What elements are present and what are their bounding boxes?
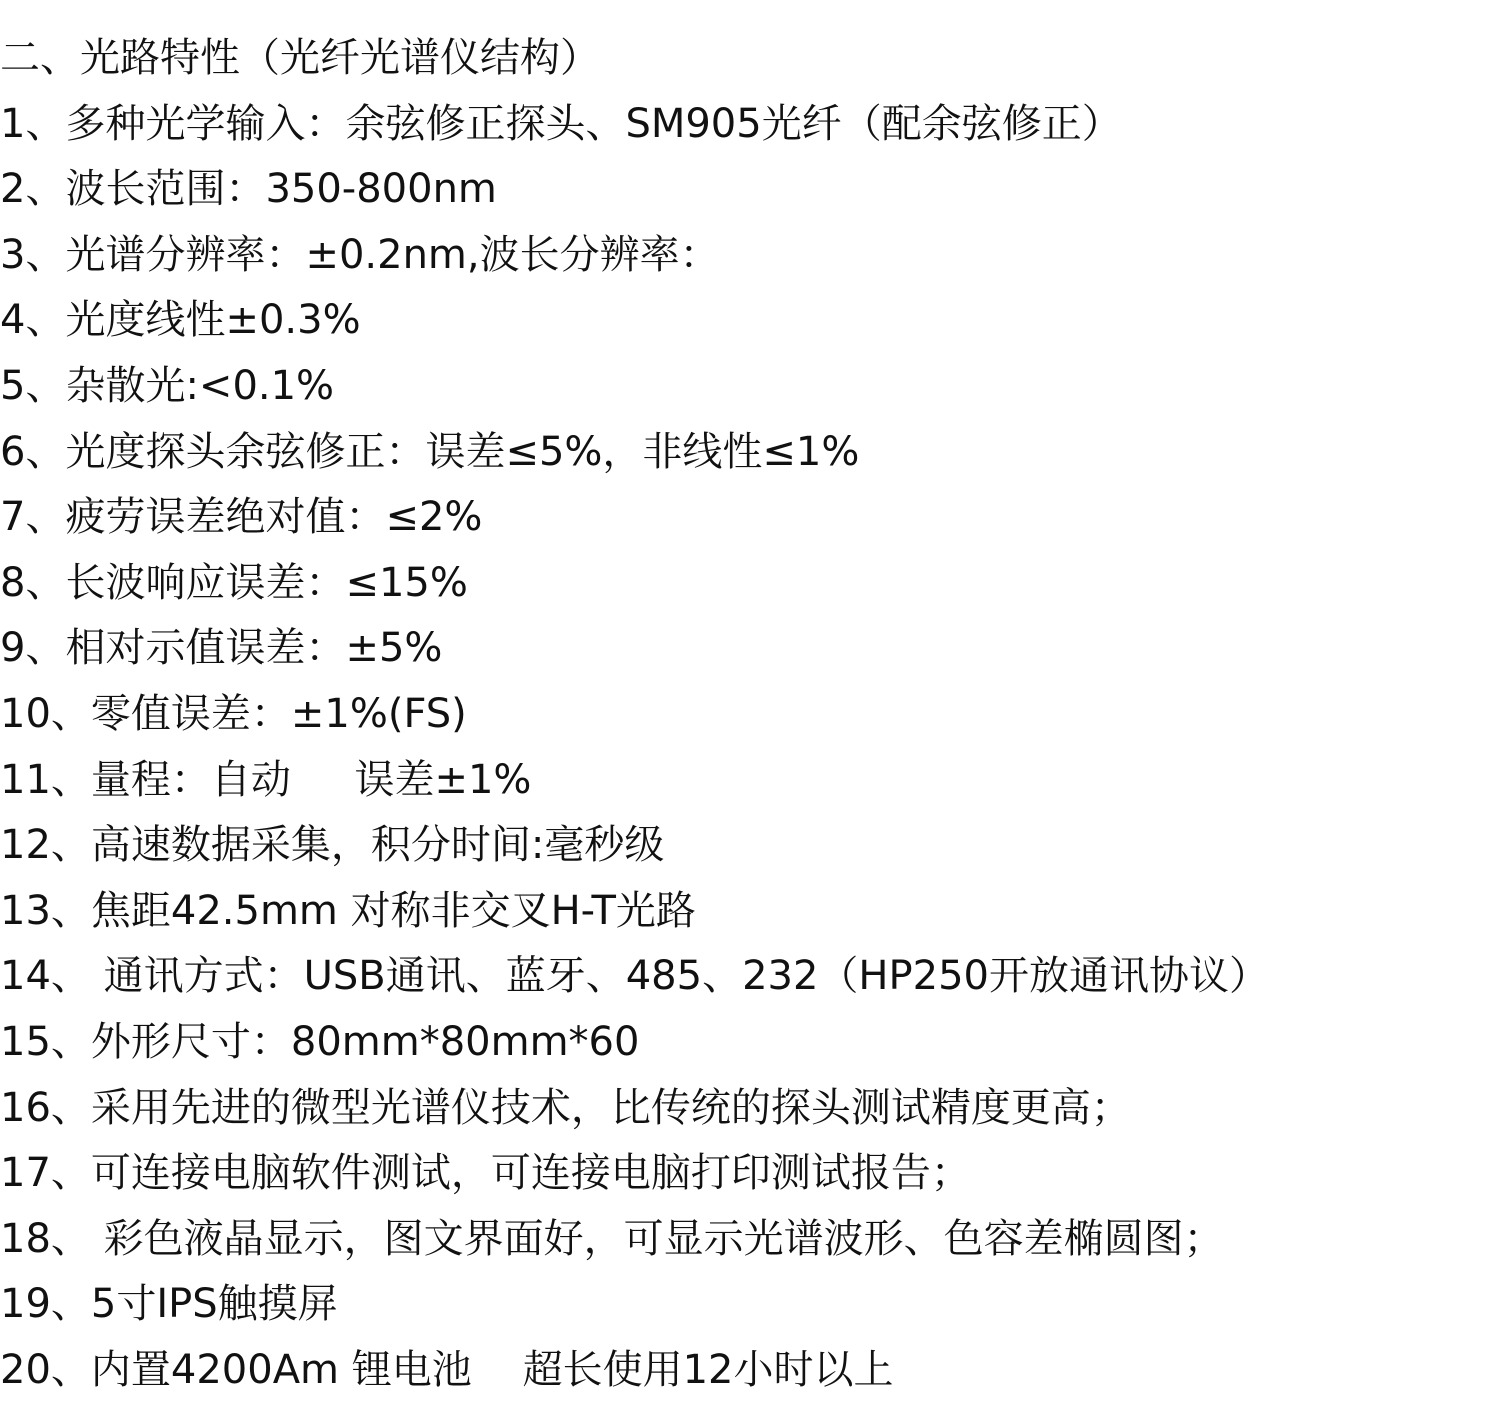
spec-item-14: 14、 通讯方式：USB通讯、蓝牙、485、232（HP250开放通讯协议） xyxy=(0,953,1269,1000)
spec-item-9: 9、相对示值误差：±5% xyxy=(0,625,443,672)
spec-item-4: 4、光度线性±0.3% xyxy=(0,297,361,344)
spec-item-1: 1、多种光学输入：余弦修正探头、SM905光纤（配余弦修正） xyxy=(0,100,1122,147)
spec-document xyxy=(0,26,1500,1403)
spec-item-3: 3、光谱分辨率：±0.2nm,波长分辨率： xyxy=(0,231,720,278)
spec-item-19: 19、5寸IPS触摸屏 xyxy=(0,1281,338,1328)
spec-item-5: 5、杂散光:<0.1% xyxy=(0,362,335,409)
section-heading: 二、光路特性（光纤光谱仪结构） xyxy=(0,35,600,81)
spec-item-8: 8、长波响应误差：≤15% xyxy=(0,559,468,606)
spec-item-12: 12、高速数据采集，积分时间:毫秒级 xyxy=(0,822,665,869)
spec-item-10: 10、零值误差：±1%(FS) xyxy=(0,690,467,737)
spec-item-11: 11、量程：自动 误差±1% xyxy=(0,756,532,803)
spec-item-18: 18、 彩色液晶显示，图文界面好，可显示光谱波形、色容差椭圆图； xyxy=(0,1215,1224,1262)
spec-item-20: 20、内置4200Am 锂电池 超长使用12小时以上 xyxy=(0,1346,894,1393)
spec-item-7: 7、疲劳误差绝对值：≤2% xyxy=(0,494,483,541)
spec-item-15: 15、外形尺寸：80mm*80mm*60 xyxy=(0,1018,640,1065)
spec-item-2: 2、波长范围：350-800nm xyxy=(0,166,497,213)
spec-item-13: 13、焦距42.5mm 对称非交叉H-T光路 xyxy=(0,887,696,934)
spec-item-16: 16、采用先进的微型光谱仪技术，比传统的探头测试精度更高； xyxy=(0,1084,1131,1131)
spec-item-17: 17、可连接电脑软件测试，可连接电脑打印测试报告； xyxy=(0,1150,971,1197)
spec-item-6: 6、光度探头余弦修正：误差≤5%，非线性≤1% xyxy=(0,428,860,475)
